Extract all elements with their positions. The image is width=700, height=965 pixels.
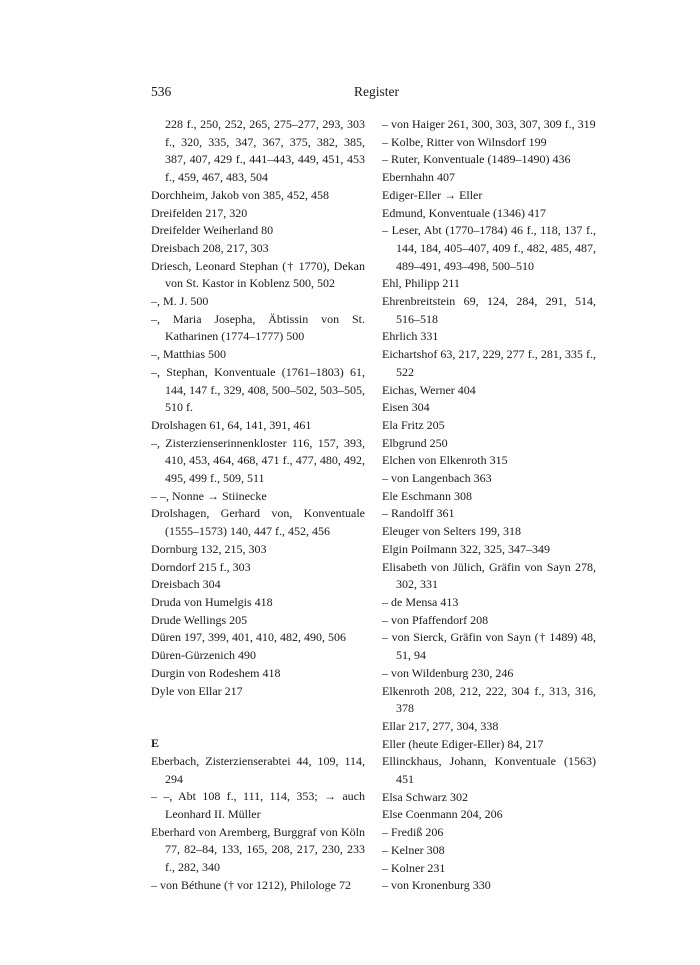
index-column-left — [151, 116, 365, 895]
index-entry: Dornburg 132, 215, 303 — [151, 541, 267, 556]
index-entry: – de Mensa 413 — [382, 594, 459, 609]
index-entry: Eichartshof 63, 217, 229, 277 f., 281, 335 f., 522 — [382, 347, 596, 379]
index-entry: Elchen von Elkenroth 315 — [382, 453, 508, 468]
index-entry: Eichas, Werner 404 — [382, 382, 476, 397]
index-entry: 228 f., 250, 252, 265, 275–277, 293, 303 f., 320, 335, 347, 367, 375, 382, 385, 387, 407, 429 f., 441–443, 449, 451, 453 f., 459, 467, 483, 504 — [165, 117, 365, 185]
index-entry: Driesch, Leonard Stephan († 1770), Dekan von St. Kastor in Koblenz 500, 502 — [151, 258, 365, 291]
index-entry: – von Béthune († vor 1212), Philologe 72 — [151, 877, 351, 892]
index-entry: Elbgrund 250 — [382, 435, 448, 450]
index-entry: –, Maria Josepha, Äbtissin von St. Katharinen (1774–1777) 500 — [151, 311, 365, 344]
index-entry: – von Sierck, Gräfin von Sayn († 1489) 48, 51, 94 — [382, 630, 596, 663]
index-entry: Drolshagen, Gerhard von, Konventuale (1555–1573) 140, 447 f., 452, 456 — [151, 506, 365, 539]
index-entry: Ehrlich 331 — [382, 329, 439, 344]
index-entry: Elsa Schwarz 302 — [382, 789, 468, 804]
index-entry: Elisabeth von Jülich, Gräfin von Sayn 278, 302, 331 — [382, 559, 596, 592]
index-entry: Dreifelden 217, 320 — [151, 205, 248, 220]
index-entry: Dreifelder Weiherland 80 — [151, 223, 274, 238]
index-entry: Elgin Poilmann 322, 325, 347–349 — [382, 541, 550, 556]
index-entry: Ehl, Philipp 211 — [382, 276, 460, 291]
index-entry: Eberbach, Zisterzienserabtei 44, 109, 114, 294 — [151, 753, 365, 786]
index-entry: – Leser, Abt (1770–1784) 46 f., 118, 137 f., 144, 184, 405–407, 409 f., 482, 485, 487, 489–491, 493–498, 500–510 — [382, 223, 596, 273]
index-entry: – Frediß 206 — [382, 825, 444, 840]
index-entry: Elkenroth 208, 212, 222, 304 f., 313, 316, 378 — [382, 683, 596, 716]
index-entry: Else Coenmann 204, 206 — [382, 807, 503, 822]
index-entry: Ela Fritz 205 — [382, 417, 445, 432]
index-entry: – –, Nonne → Stiinecke — [151, 488, 267, 503]
index-entry: Drude Wellings 205 — [151, 612, 248, 627]
index-entry: Düren-Gürzenich 490 — [151, 648, 256, 663]
index-entry: – Ruter, Konventuale (1489–1490) 436 — [382, 152, 571, 167]
index-entry: Eleuger von Selters 199, 318 — [382, 524, 521, 539]
index-entry: Ellar 217, 277, 304, 338 — [382, 718, 499, 733]
index-entry: –, Stephan, Konventuale (1761–1803) 61, 144, 147 f., 329, 408, 500–502, 503–505, 510 f. — [151, 364, 365, 415]
index-entry: Dorchheim, Jakob von 385, 452, 458 — [151, 187, 329, 202]
index-entry: Eisen 304 — [382, 400, 430, 415]
index-entry: – von Haiger 261, 300, 303, 307, 309 f., 319 — [382, 117, 596, 131]
index-column-right — [382, 116, 596, 895]
section-letter: E — [151, 736, 160, 751]
index-entry: Ehrenbreitstein 69, 124, 284, 291, 514, 516–518 — [382, 294, 596, 326]
index-entry: – Kolbe, Ritter von Wilnsdorf 199 — [382, 134, 547, 149]
running-head: Register — [354, 84, 399, 99]
index-entry: – von Wildenburg 230, 246 — [382, 665, 514, 680]
index-entry: – Kolner 231 — [382, 860, 446, 875]
index-entry: Dorndorf 215 f., 303 — [151, 559, 251, 574]
index-entry: Ellinckhaus, Johann, Konventuale (1563) 451 — [382, 754, 596, 787]
index-entry: Eberhard von Aremberg, Burggraf von Köln 77, 82–84, 133, 165, 208, 217, 230, 233 f., 282, 340 — [151, 824, 365, 875]
index-entry: Ele Eschmann 308 — [382, 488, 472, 503]
index-entry: – von Pfaffendorf 208 — [382, 612, 489, 627]
index-entry: – Randolff 361 — [382, 506, 455, 521]
index-entry: –, Zisterzienserinnenkloster 116, 157, 393, 410, 453, 464, 468, 471 f., 477, 480, 492, 495, 499 f., 509, 511 — [151, 435, 365, 486]
index-entry: – von Kronenburg 330 — [382, 878, 491, 893]
index-entry: Ediger-Eller → Eller — [382, 187, 483, 202]
index-entry: Ebernhahn 407 — [382, 170, 455, 185]
index-entry: – –, Abt 108 f., 111, 114, 353; → auch Leonhard II. Müller — [151, 789, 365, 822]
index-entry: Edmund, Konventuale (1346) 417 — [382, 205, 546, 220]
page-number: 536 — [151, 84, 172, 99]
index-entry: – von Langenbach 363 — [382, 471, 492, 486]
index-entry: –, M. J. 500 — [151, 294, 209, 309]
index-entry: Dyle von Ellar 217 — [151, 683, 243, 698]
index-entry: –, Matthias 500 — [151, 347, 226, 362]
index-entry: Drolshagen 61, 64, 141, 391, 461 — [151, 417, 312, 432]
index-entry: – Kelner 308 — [382, 842, 445, 857]
index-entry: Dreisbach 208, 217, 303 — [151, 240, 269, 255]
index-entry: Dreisbach 304 — [151, 577, 221, 592]
index-entry: Eller (heute Ediger-Eller) 84, 217 — [382, 736, 544, 751]
index-entry: Druda von Humelgis 418 — [151, 594, 273, 609]
index-entry: Düren 197, 399, 401, 410, 482, 490, 506 — [151, 630, 346, 645]
index-entry: Durgin von Rodeshem 418 — [151, 665, 281, 680]
